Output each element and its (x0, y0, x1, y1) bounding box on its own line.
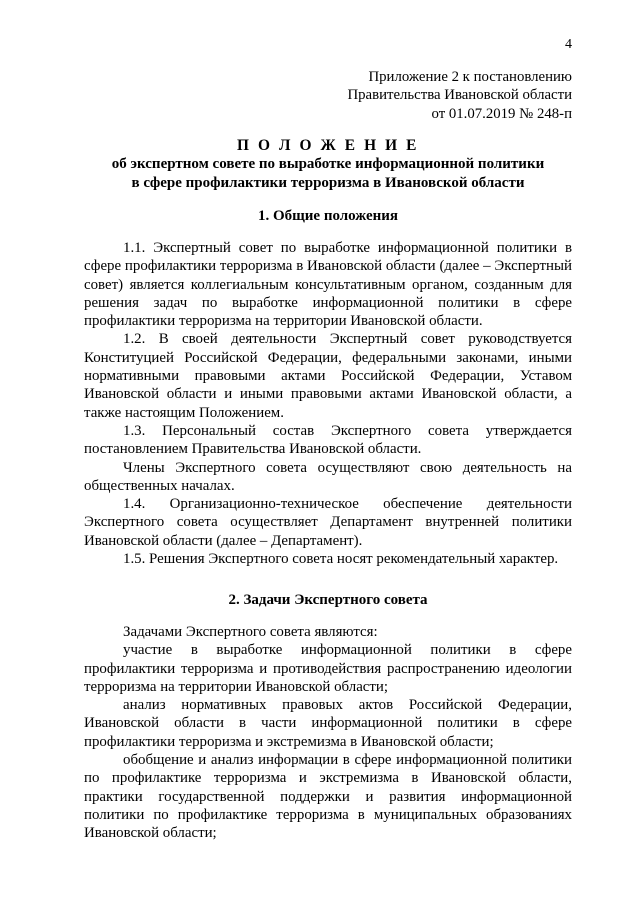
appendix-line-1: Приложение 2 к постановлению (368, 69, 572, 85)
paragraph-1-4: 1.4. Организационно-техническое обеспечение деятельности Экспертного совета осуществляет Департамент внутренней политики Ивановской области (далее – Департамент). (84, 496, 572, 549)
paragraph-2-task-2: анализ нормативных правовых актов Российской Федерации, Ивановской области в части информационной политики в сфере профилактики терроризма и экстремизма в Ивановской области; (84, 697, 572, 750)
section-1-body (84, 239, 572, 568)
paragraph-2-task-3: обобщение и анализ информации в сфере информационной политики по профилактике терроризма и экстремизма в Ивановской области, практики государственной поддержки и развития информационной политики по профилактике терроризма в муниципальных образованиях Ивановской области; (84, 752, 572, 842)
paragraph-2-task-1: участие в выработке информационной политики в сфере профилактики терроризма и противодействия распространению идеологии терроризма на территории Ивановской области; (84, 642, 572, 695)
page-number: 4 (565, 37, 572, 52)
paragraph-2-intro: Задачами Экспертного совета являются: (123, 624, 378, 640)
paragraph-1-2: 1.2. В своей деятельности Экспертный совет руководствуется Конституцией Российской Федерации, федеральными законами, иными нормативными правовыми актами Российской Федерации, Уставом Ивановской области и иными правовыми актами Ивановской области, а также настоящим Положением. (84, 331, 572, 421)
section-2-body (84, 623, 572, 843)
section-1-heading: 1. Общие положения (257, 208, 399, 224)
document-subtitle-line-2: в сфере профилактики терроризма в Ивановской области (131, 174, 525, 191)
appendix-reference (300, 68, 572, 123)
section-2-heading: 2. Задачи Экспертного совета (228, 592, 428, 608)
paragraph-1-3-members: Члены Экспертного совета осуществляют свою деятельность на общественных началах. (84, 459, 572, 494)
paragraph-1-1: 1.1. Экспертный совет по выработке информационной политики в сфере профилактики терроризма в Ивановской области (далее – Экспертный совет) является коллегиальным консультативным органом, созданным для решения задач по выработке информационной политики в сфере профилактики терроризма на территории Ивановской области. (84, 240, 572, 330)
document-title-main: П О Л О Ж Е Н И Е (236, 137, 420, 154)
paragraph-1-3: 1.3. Персональный состав Экспертного совета утверждается постановлением Правительства Ивановской области. (84, 422, 572, 458)
document-title (84, 137, 572, 192)
document-subtitle-line-1: об экспертном совете по выработке информационной политики (111, 156, 545, 173)
appendix-line-2: Правительства Ивановской области (347, 87, 572, 104)
appendix-line-3: от 01.07.2019 № 248-п (431, 105, 572, 122)
paragraph-1-5: 1.5. Решения Экспертного совета носят рекомендательный характер. (123, 551, 559, 568)
